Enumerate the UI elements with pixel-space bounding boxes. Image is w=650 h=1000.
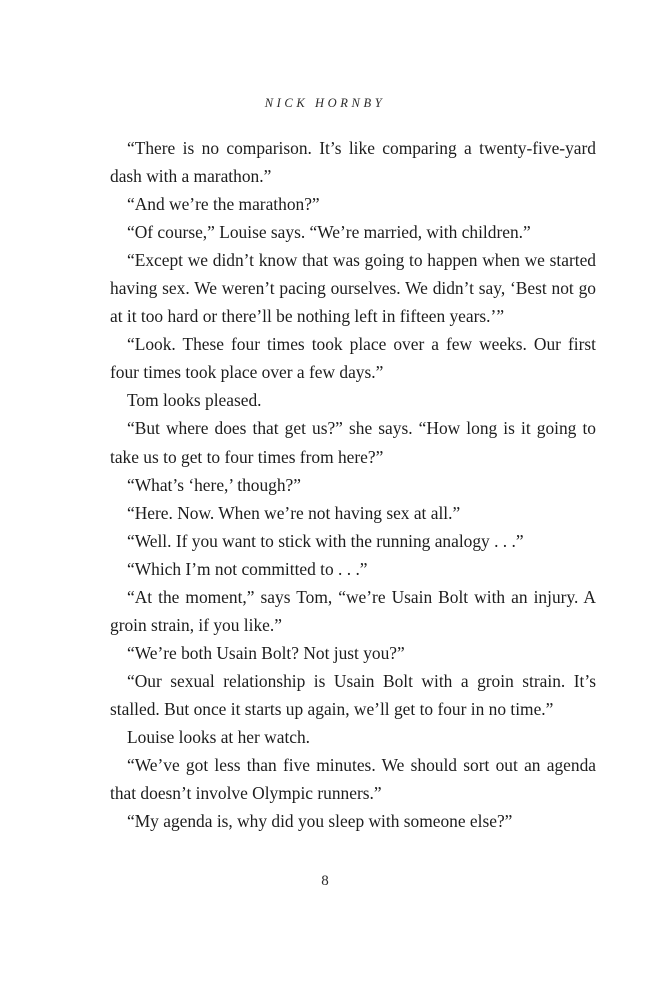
paragraph: “We’re both Usain Bolt? Not just you?” <box>127 642 405 663</box>
paragraph: Tom looks pleased. <box>127 390 262 411</box>
paragraph: “Here. Now. When we’re not having sex at all.” <box>127 502 461 523</box>
paragraph: “Look. These four times took place over a few weeks. Our first four times took place over a few days.” <box>110 334 596 383</box>
paragraph: “And we’re the marathon?” <box>127 194 320 215</box>
paragraph: “Of course,” Louise says. “We’re married, with children.” <box>127 222 531 243</box>
running-head: NICK HORNBY <box>264 96 386 110</box>
paragraph: “My agenda is, why did you sleep with someone else?” <box>127 811 513 832</box>
paragraph: “We’ve got less than five minutes. We should sort out an agenda that doesn’t involve Olympic runners.” <box>110 755 596 804</box>
paragraph: “Our sexual relationship is Usain Bolt with a groin strain. It’s stalled. But once it starts up again, we’ll get to four in no time.” <box>110 670 596 719</box>
paragraph: “But where does that get us?” she says. “How long is it going to take us to get to four times from here?” <box>110 418 596 467</box>
paragraph: “There is no comparison. It’s like comparing a twenty-five-yard dash with a marathon.” <box>110 138 596 187</box>
body-text <box>110 134 596 835</box>
paragraph: “Except we didn’t know that was going to happen when we started having sex. We weren’t pacing ourselves. We didn’t say, ‘Best not go at it too hard or there’ll be nothing left in fifteen years.’” <box>110 250 596 327</box>
page-number: 8 <box>321 873 329 889</box>
paragraph: “Which I’m not committed to . . .” <box>127 558 368 579</box>
paragraph: Louise looks at her watch. <box>127 726 311 747</box>
paragraph: “What’s ‘here,’ though?” <box>127 474 301 495</box>
paragraph: “Well. If you want to stick with the running analogy . . .” <box>127 530 524 551</box>
paragraph: “At the moment,” says Tom, “we’re Usain Bolt with an injury. A groin strain, if you like.” <box>110 586 596 635</box>
